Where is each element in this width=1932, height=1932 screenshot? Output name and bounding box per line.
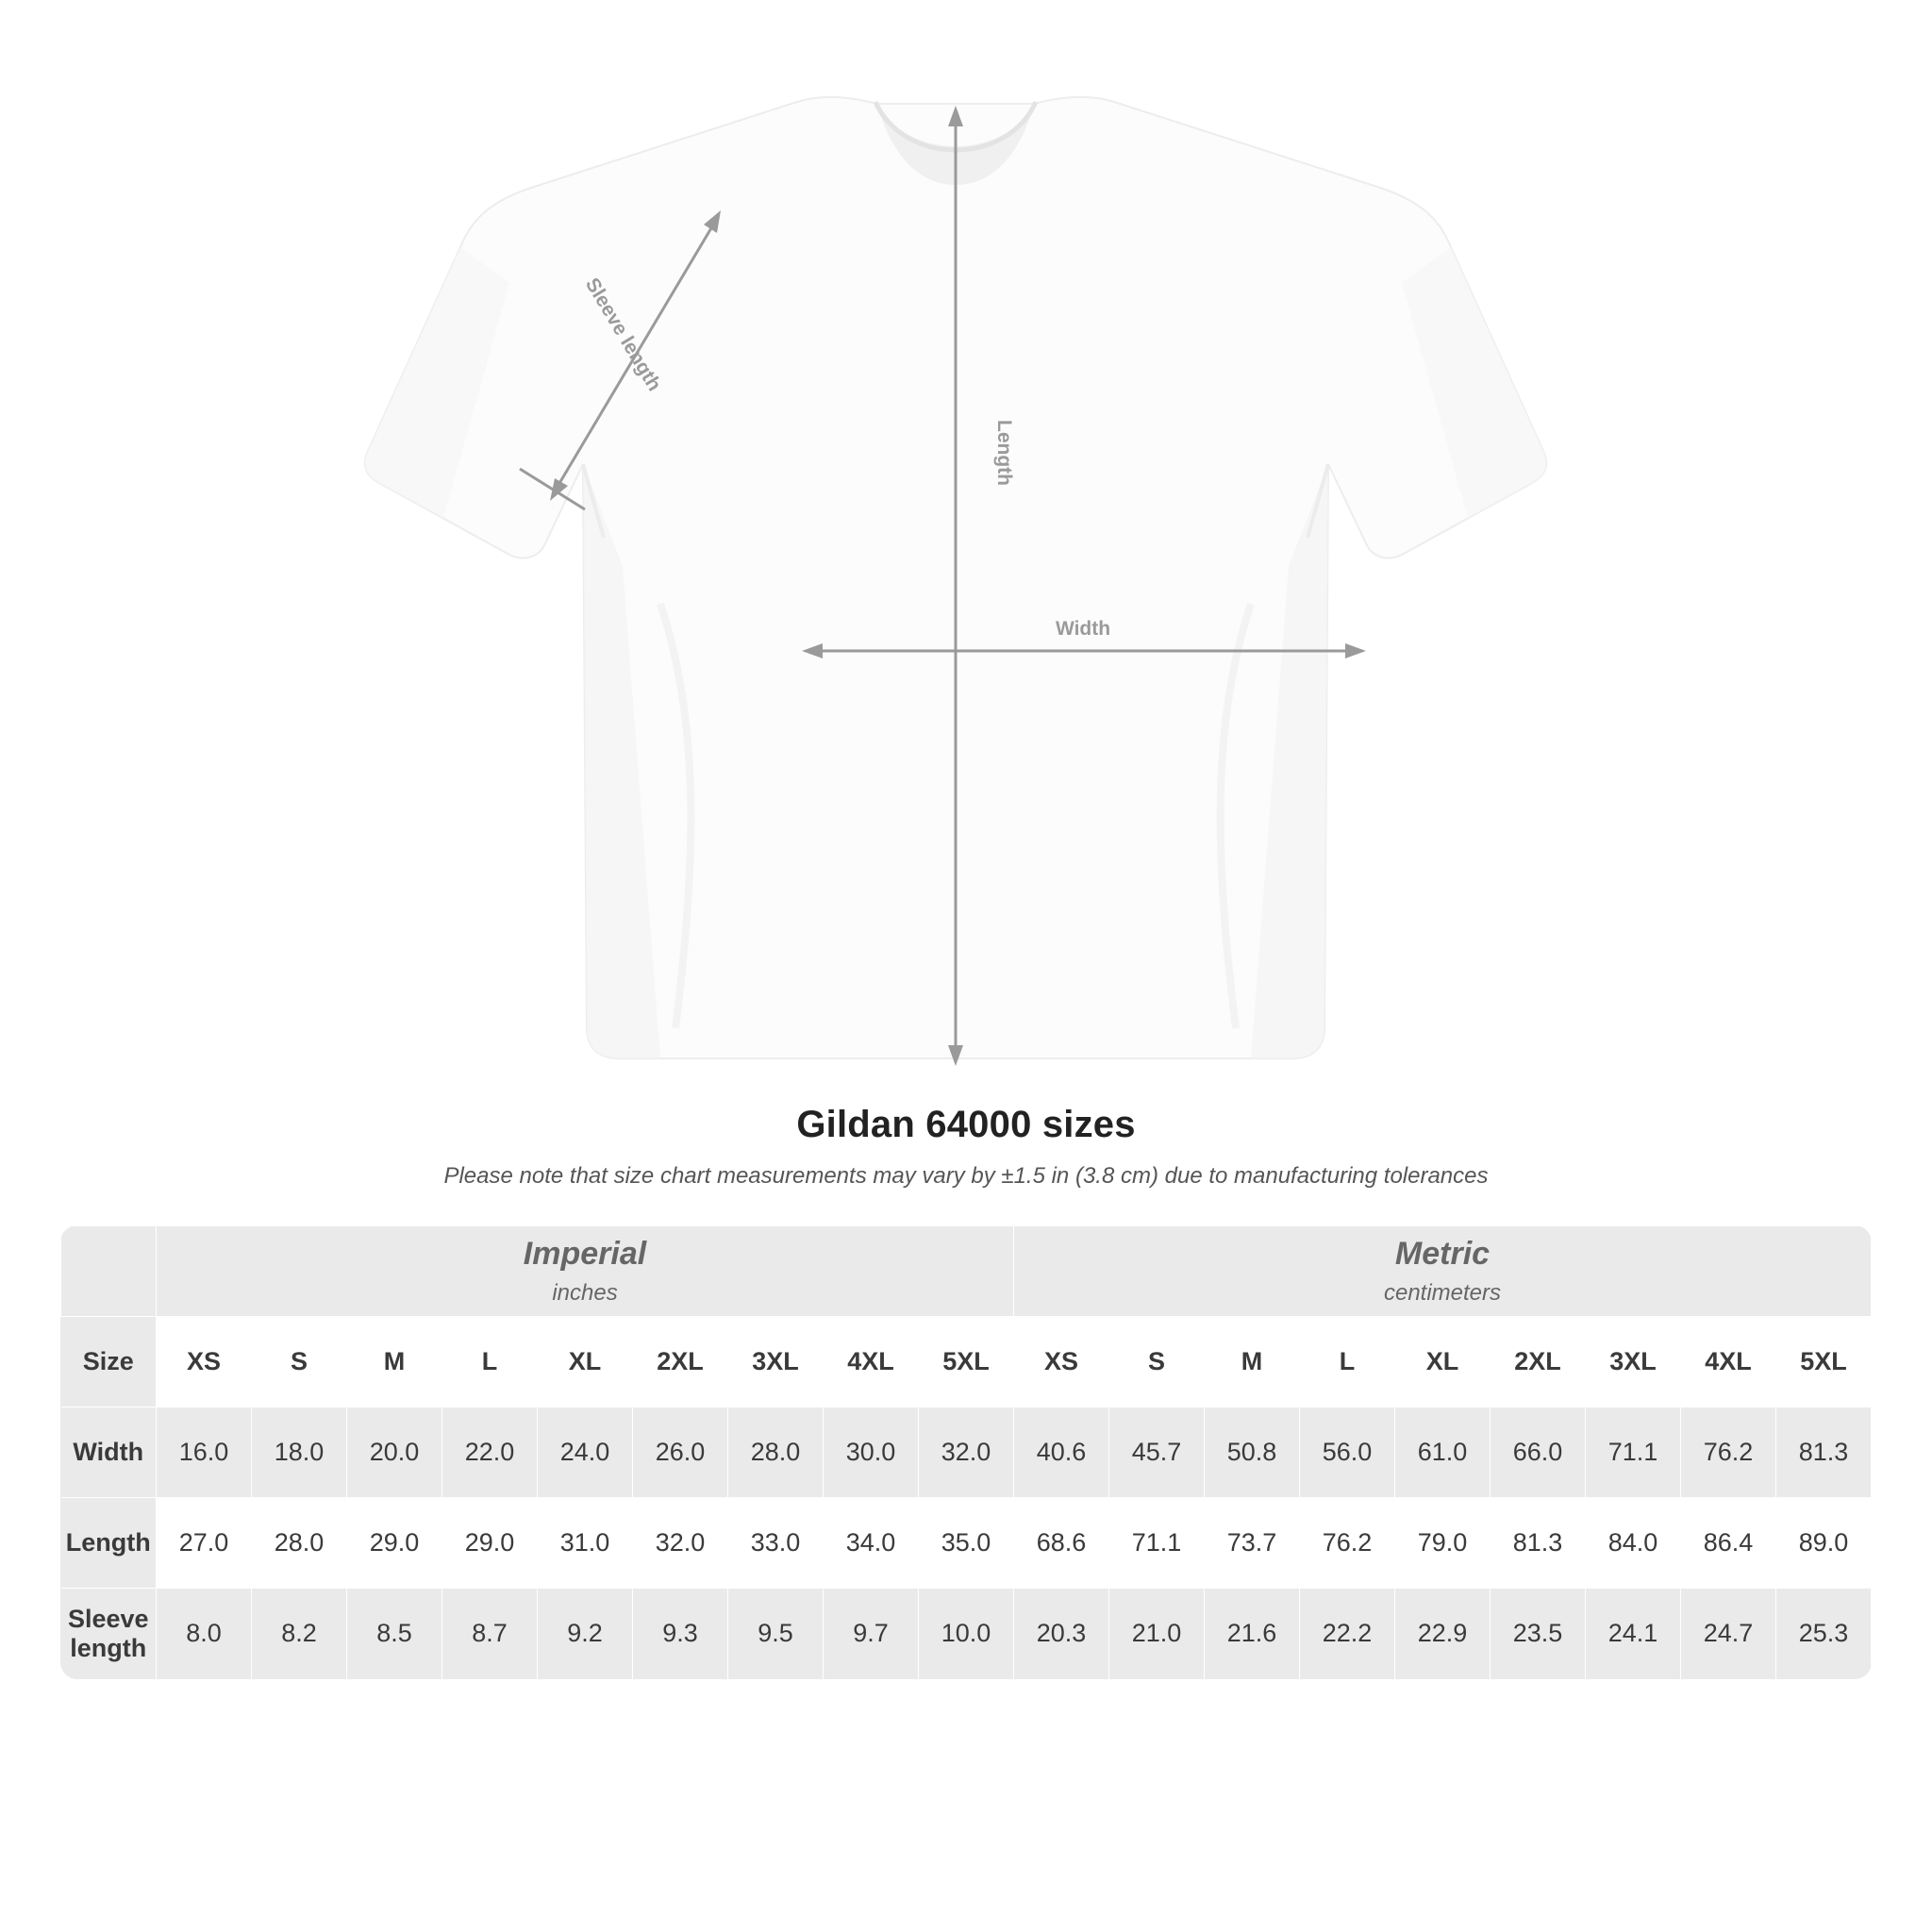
length-label: Length — [993, 420, 1015, 486]
cell-length: 76.2 — [1300, 1498, 1395, 1589]
cell-width: 40.6 — [1014, 1407, 1109, 1498]
size-header-cell: XS — [157, 1317, 252, 1407]
size-table-wrapper — [60, 1225, 1872, 1679]
cell-length: 84.0 — [1586, 1498, 1681, 1589]
cell-length: 29.0 — [442, 1498, 538, 1589]
cell-length: 32.0 — [633, 1498, 728, 1589]
cell-width: 50.8 — [1205, 1407, 1300, 1498]
cell-length: 33.0 — [728, 1498, 824, 1589]
cell-length: 71.1 — [1109, 1498, 1205, 1589]
unit-group-imperial — [157, 1226, 1014, 1317]
cell-length: 79.0 — [1395, 1498, 1491, 1589]
cell-sleeve-length: 9.3 — [633, 1589, 728, 1679]
cell-width: 22.0 — [442, 1407, 538, 1498]
size-header-cell: 3XL — [728, 1317, 824, 1407]
cell-width: 24.0 — [538, 1407, 633, 1498]
cell-sleeve-length: 21.6 — [1205, 1589, 1300, 1679]
tolerance-note: Please note that size chart measurements may vary by ±1.5 in (3.8 cm) due to manufacturing tolerances — [443, 1163, 1489, 1189]
size-header-row — [61, 1317, 1872, 1407]
sleeve-length-label: Sleeve length — [580, 274, 666, 395]
row-label-width: Width — [61, 1407, 157, 1498]
cell-length: 89.0 — [1776, 1498, 1872, 1589]
table-row — [61, 1498, 1872, 1589]
cell-sleeve-length: 9.2 — [538, 1589, 633, 1679]
cell-sleeve-length: 8.2 — [252, 1589, 347, 1679]
size-header-cell: 4XL — [1681, 1317, 1776, 1407]
cell-sleeve-length: 8.0 — [157, 1589, 252, 1679]
cell-sleeve-length: 9.7 — [824, 1589, 919, 1679]
cell-sleeve-length: 10.0 — [919, 1589, 1014, 1679]
size-header-cell: S — [1109, 1317, 1205, 1407]
cell-sleeve-length: 20.3 — [1014, 1589, 1109, 1679]
cell-sleeve-length: 22.2 — [1300, 1589, 1395, 1679]
row-label-length: Length — [61, 1498, 157, 1589]
unit-header-row — [61, 1226, 1872, 1317]
size-header-cell: XS — [1014, 1317, 1109, 1407]
unit-group-metric — [1014, 1226, 1872, 1317]
unit-group-imperial-sub: inches — [552, 1280, 618, 1307]
cell-width: 45.7 — [1109, 1407, 1205, 1498]
unit-group-metric-sub: centimeters — [1383, 1280, 1502, 1307]
cell-sleeve-length: 8.5 — [347, 1589, 442, 1679]
cell-length: 34.0 — [824, 1498, 919, 1589]
size-header-cell: XL — [538, 1317, 633, 1407]
cell-length: 31.0 — [538, 1498, 633, 1589]
cell-length: 28.0 — [252, 1498, 347, 1589]
cell-sleeve-length: 25.3 — [1776, 1589, 1872, 1679]
cell-sleeve-length: 21.0 — [1109, 1589, 1205, 1679]
cell-sleeve-length: 23.5 — [1491, 1589, 1586, 1679]
cell-width: 56.0 — [1300, 1407, 1395, 1498]
table-row — [61, 1407, 1872, 1498]
cell-width: 61.0 — [1395, 1407, 1491, 1498]
cell-width: 66.0 — [1491, 1407, 1586, 1498]
cell-length: 29.0 — [347, 1498, 442, 1589]
unit-spacer — [61, 1226, 157, 1317]
cell-width: 32.0 — [919, 1407, 1014, 1498]
width-label: Width — [1055, 618, 1111, 640]
size-header-label: Size — [61, 1317, 157, 1407]
size-header-cell: 2XL — [1491, 1317, 1586, 1407]
size-table — [60, 1225, 1872, 1679]
cell-sleeve-length: 8.7 — [442, 1589, 538, 1679]
size-header-cell: 3XL — [1586, 1317, 1681, 1407]
unit-group-metric-title: Metric — [1394, 1235, 1491, 1272]
cell-width: 81.3 — [1776, 1407, 1872, 1498]
cell-width: 76.2 — [1681, 1407, 1776, 1498]
cell-length: 81.3 — [1491, 1498, 1586, 1589]
size-header-cell: M — [1205, 1317, 1300, 1407]
title-block — [0, 1104, 1932, 1190]
size-header-cell: M — [347, 1317, 442, 1407]
row-label-sleeve-length: Sleeve length — [61, 1589, 157, 1679]
page-title: Gildan 64000 sizes — [796, 1104, 1136, 1145]
cell-width: 71.1 — [1586, 1407, 1681, 1498]
size-header-cell: S — [252, 1317, 347, 1407]
cell-length: 86.4 — [1681, 1498, 1776, 1589]
cell-width: 30.0 — [824, 1407, 919, 1498]
cell-sleeve-length: 9.5 — [728, 1589, 824, 1679]
cell-sleeve-length: 24.7 — [1681, 1589, 1776, 1679]
cell-width: 26.0 — [633, 1407, 728, 1498]
cell-length: 73.7 — [1205, 1498, 1300, 1589]
cell-sleeve-length: 22.9 — [1395, 1589, 1491, 1679]
cell-length: 27.0 — [157, 1498, 252, 1589]
cell-sleeve-length: 24.1 — [1586, 1589, 1681, 1679]
size-header-cell: 5XL — [1776, 1317, 1872, 1407]
size-header-cell: L — [1300, 1317, 1395, 1407]
size-header-cell: 4XL — [824, 1317, 919, 1407]
table-row — [61, 1589, 1872, 1679]
size-header-cell: XL — [1395, 1317, 1491, 1407]
cell-width: 16.0 — [157, 1407, 252, 1498]
size-header-cell: L — [442, 1317, 538, 1407]
size-header-cell: 5XL — [919, 1317, 1014, 1407]
cell-length: 68.6 — [1014, 1498, 1109, 1589]
cell-width: 28.0 — [728, 1407, 824, 1498]
unit-group-imperial-title: Imperial — [523, 1235, 647, 1272]
cell-length: 35.0 — [919, 1498, 1014, 1589]
cell-width: 18.0 — [252, 1407, 347, 1498]
size-header-cell: 2XL — [633, 1317, 728, 1407]
cell-width: 20.0 — [347, 1407, 442, 1498]
